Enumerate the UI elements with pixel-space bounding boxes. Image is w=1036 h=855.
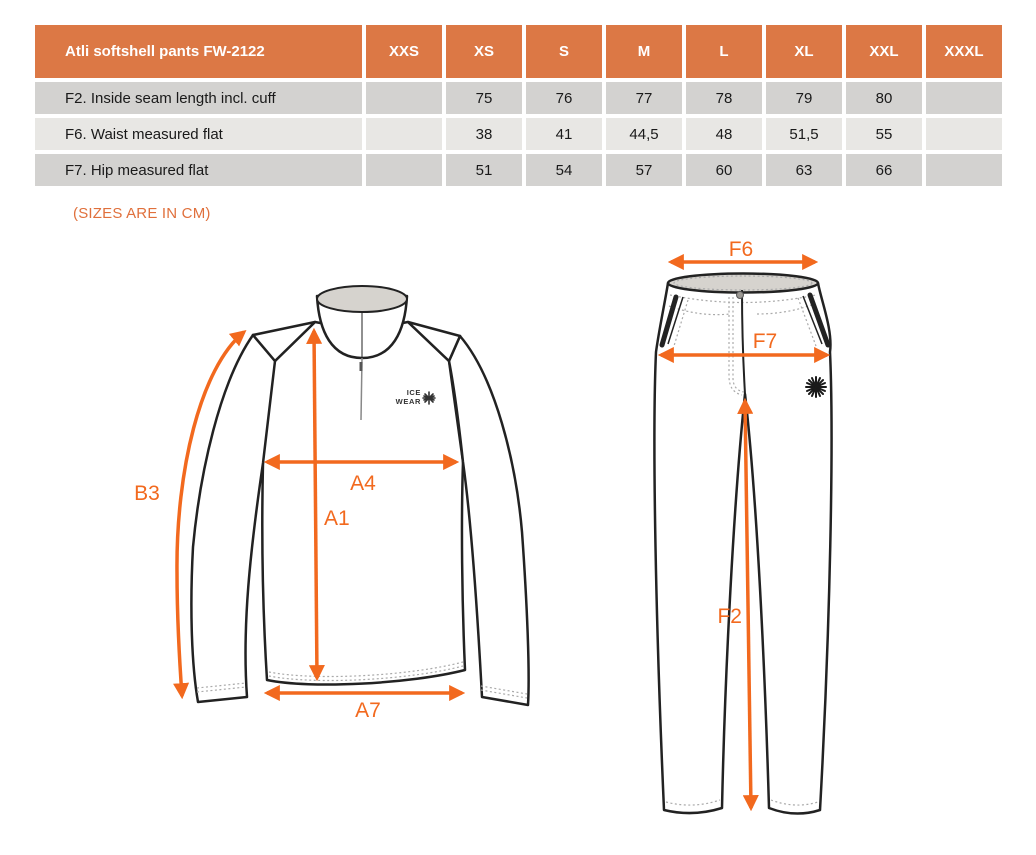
pants-measurement-diagram	[630, 240, 860, 830]
row-label-f7: F7. Hip measured flat	[35, 154, 362, 186]
f6-label: F6	[728, 240, 754, 261]
f2-inseam-arrow	[745, 401, 751, 808]
a1-label: A1	[324, 507, 350, 530]
value-cell	[926, 82, 1002, 114]
sizes-in-cm-note: (SIZES ARE IN CM)	[73, 205, 211, 222]
size-header-m: M	[606, 25, 682, 78]
value-cell: 51,5	[766, 118, 842, 150]
shirt-collar-inner	[317, 286, 407, 312]
waist-button	[737, 292, 744, 299]
value-cell	[366, 82, 442, 114]
value-cell: 44,5	[606, 118, 682, 150]
value-cell: 48	[686, 118, 762, 150]
icewear-logo-text-wear: WEAR	[395, 397, 421, 406]
b3-label: B3	[134, 482, 160, 505]
value-cell: 66	[846, 154, 922, 186]
value-cell: 63	[766, 154, 842, 186]
size-header-xxs: XXS	[366, 25, 442, 78]
snowflake-logo-icon	[806, 377, 826, 397]
waistband-opening	[668, 274, 818, 293]
value-cell: 76	[526, 82, 602, 114]
row-label-f2: F2. Inside seam length incl. cuff	[35, 82, 362, 114]
value-cell: 78	[686, 82, 762, 114]
value-cell: 38	[446, 118, 522, 150]
size-header-xs: XS	[446, 25, 522, 78]
value-cell: 51	[446, 154, 522, 186]
size-header-xxl: XXL	[846, 25, 922, 78]
size-header-l: L	[686, 25, 762, 78]
size-table	[35, 25, 1002, 186]
value-cell: 77	[606, 82, 682, 114]
value-cell	[926, 118, 1002, 150]
value-cell: 55	[846, 118, 922, 150]
size-header-s: S	[526, 25, 602, 78]
f7-label: F7	[752, 330, 778, 353]
a7-label: A7	[355, 699, 381, 722]
value-cell: 54	[526, 154, 602, 186]
value-cell: 57	[606, 154, 682, 186]
value-cell: 80	[846, 82, 922, 114]
value-cell	[366, 118, 442, 150]
shirt-measurement-diagram	[120, 272, 540, 722]
value-cell	[366, 154, 442, 186]
size-header-xl: XL	[766, 25, 842, 78]
a4-label: A4	[350, 472, 376, 495]
icewear-logo-snowflake-icon	[423, 392, 435, 404]
value-cell: 79	[766, 82, 842, 114]
f2-label: F2	[717, 605, 742, 628]
table-title: Atli softshell pants FW-2122	[35, 25, 362, 78]
value-cell	[926, 154, 1002, 186]
value-cell: 41	[526, 118, 602, 150]
row-label-f6: F6. Waist measured flat	[35, 118, 362, 150]
icewear-logo-text-ice: ICE	[406, 388, 421, 397]
value-cell: 75	[446, 82, 522, 114]
value-cell: 60	[686, 154, 762, 186]
shirt-body	[262, 322, 465, 685]
size-header-xxxl: XXXL	[926, 25, 1002, 78]
